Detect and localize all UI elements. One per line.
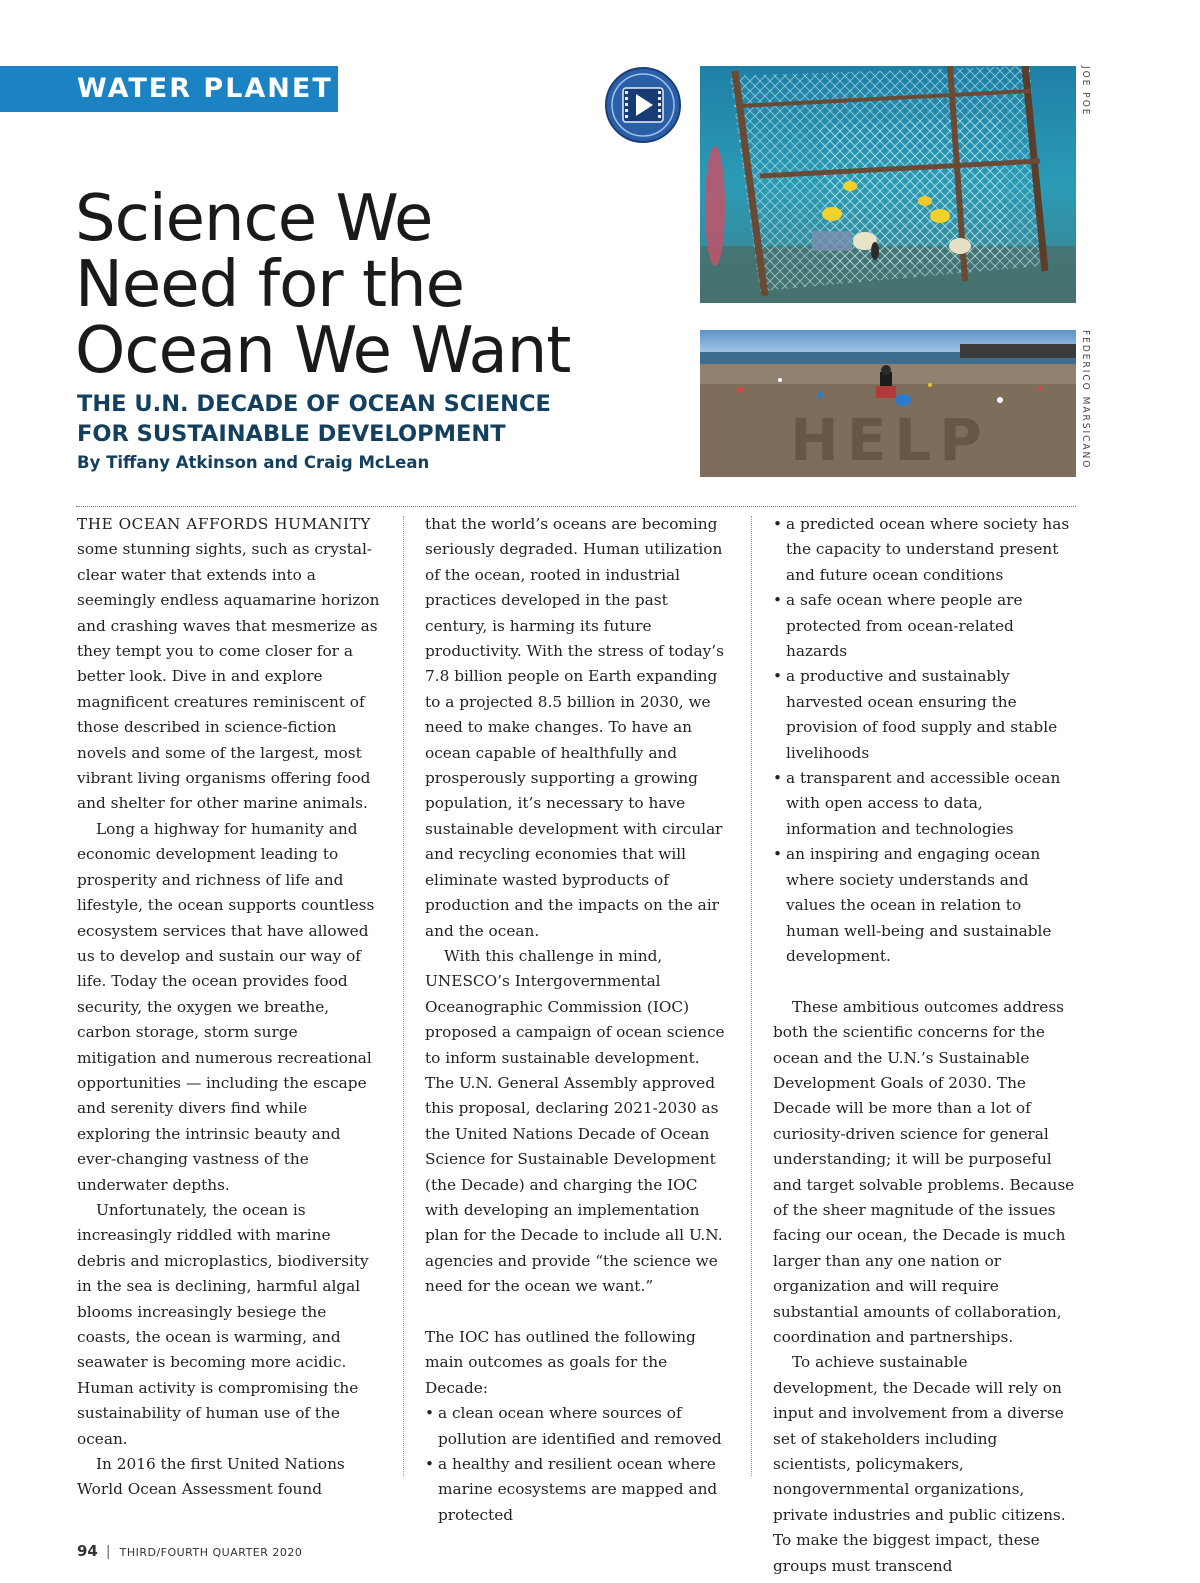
paragraph xyxy=(77,512,381,817)
photo-fish-trap xyxy=(700,66,1076,303)
subtitle-line: FOR SUSTAINABLE DEVELOPMENT xyxy=(77,421,506,447)
paragraph: These ambitious outcomes address both the scientific concerns for the ocean and the U.N.’s Sustainable Development Goals of 2030. The Decade will be more than a lot of curiosity-driven science for general understanding; it will be purposeful and target solvable problems. Because of the sheer magnitude of the issues facing our ocean, the Decade is much larger than any one nation or organization and will require substantial amounts of collaboration, coordination and partnerships. xyxy=(773,997,1075,1346)
issue-label: THIRD/FOURTH QUARTER 2020 xyxy=(119,1546,303,1559)
paragraph-gap xyxy=(773,969,1077,994)
list-item: • a healthy and resilient ocean where marine ecosystems are mapped and protected xyxy=(425,1452,729,1528)
list-item: • an inspiring and engaging ocean where society understands and values the ocean in relation to human well-being and sustainable development. xyxy=(773,842,1077,969)
article-subtitle xyxy=(77,389,637,449)
paragraph: In 2016 the first United Nations World Ocean Assessment found xyxy=(77,1455,345,1499)
paragraph: Unfortunately, the ocean is increasingly riddled with marine debris and microplastics, biodiversity in the sea is declining, harmful algal blooms increasingly besiege the coasts, the ocean is warming, and seawater is becoming more acidic. Human activity is compromising the sustainability of human use of the ocean. xyxy=(77,1200,369,1448)
list-item: • a productive and sustainably harvested ocean ensuring the provision of food supply and stable livelihoods xyxy=(773,664,1077,766)
photo-credit-bottom: FEDERICO MARSICANO xyxy=(1080,330,1091,470)
paragraph: that the world’s oceans are becoming seriously degraded. Human utilization of the ocean, rooted in industrial practices developed in the past century, is harming its future productivity. With the stress of today’s 7.8 billion people on Earth expanding to a projected 8.5 billion in 2030, we need to make changes. To have an ocean capable of healthfully and prosperously supporting a growing population, it’s necessary to have sustainable development with circular and recycling economies that will eliminate wasted byproducts of production and the impacts on the air and the ocean. xyxy=(425,515,724,940)
paragraph: The IOC has outlined the following main outcomes as goals for the Decade: xyxy=(425,1327,696,1397)
page-number: 94 xyxy=(77,1542,98,1560)
article-title xyxy=(75,182,695,388)
article-column-2 xyxy=(425,512,729,1528)
byline: By Tiffany Atkinson and Craig McLean xyxy=(77,453,430,472)
photo-beach-help xyxy=(700,330,1076,477)
title-line: Science We xyxy=(75,182,433,256)
lead-in: THE OCEAN AFFORDS HUMANITY xyxy=(77,515,371,533)
paragraph: With this challenge in mind, UNESCO’s Intergovernmental Oceanographic Commission (IOC) proposed a campaign of ocean science to inform sustainable development. The U.N. General Assembly approved this proposal, declaring 2021-2030 as the United Nations Decade of Ocean Science for Sustainable Development (the Decade) and charging the IOC with developing an implementation plan for the Decade to include all U.N. agencies and provide “the science we need for the ocean we want.” xyxy=(425,946,725,1296)
beach-writing: HELP xyxy=(790,406,990,474)
photo-credit-top: JOE POE xyxy=(1080,66,1091,117)
paragraph-gap xyxy=(425,1300,729,1325)
subtitle-line: THE U.N. DECADE OF OCEAN SCIENCE xyxy=(77,391,551,417)
paragraph-text: some stunning sights, such as crystal-clear water that extends into a seemingly endless aquamarine horizon and crashing waves that mesmerize as they tempt you to come closer for a better look. Dive in and explore magnificent creatures reminiscent of those described in science-fiction novels and some of the largest, most vibrant living organisms offering food and shelter for other marine animals. xyxy=(77,540,380,813)
outcomes-list xyxy=(773,512,1077,969)
list-item: • a clean ocean where sources of pollution are identified and removed xyxy=(425,1401,729,1452)
header-divider xyxy=(76,506,1076,507)
article-column-1 xyxy=(77,512,381,1503)
page-footer xyxy=(77,1541,302,1560)
video-play-icon[interactable] xyxy=(604,66,682,144)
list-item: • a predicted ocean where society has the capacity to understand present and future ocean conditions xyxy=(773,512,1077,588)
article-column-3 xyxy=(773,512,1077,1579)
footer-separator: | xyxy=(105,1544,111,1560)
paragraph: Long a highway for humanity and economic development leading to prosperity and richness of life and lifestyle, the ocean supports countless ecosystem services that have allowed us to develop and sustain our way of life. Today the ocean provides food security, the oxygen we breathe, carbon storage, storm surge mitigation and numerous recreational opportunities — including the escape and serenity divers find while exploring the intrinsic beauty and ever-changing vastness of the underwater depths. xyxy=(77,819,375,1194)
outcomes-list xyxy=(425,1401,729,1528)
title-line: Need for the xyxy=(75,248,464,322)
section-label: WATER PLANET xyxy=(77,73,333,104)
list-item: • a transparent and accessible ocean with open access to data, information and technologies xyxy=(773,766,1077,842)
column-divider xyxy=(403,516,404,1476)
column-divider xyxy=(751,516,752,1476)
list-item: • a safe ocean where people are protected from ocean-related hazards xyxy=(773,588,1077,664)
title-line: Ocean We Want xyxy=(75,314,571,388)
paragraph: To achieve sustainable development, the Decade will rely on input and involvement from a diverse set of stakeholders including scientists, policymakers, nongovernmental organizations, private industries and public citizens. To make the biggest impact, these groups must transcend xyxy=(773,1353,1066,1575)
